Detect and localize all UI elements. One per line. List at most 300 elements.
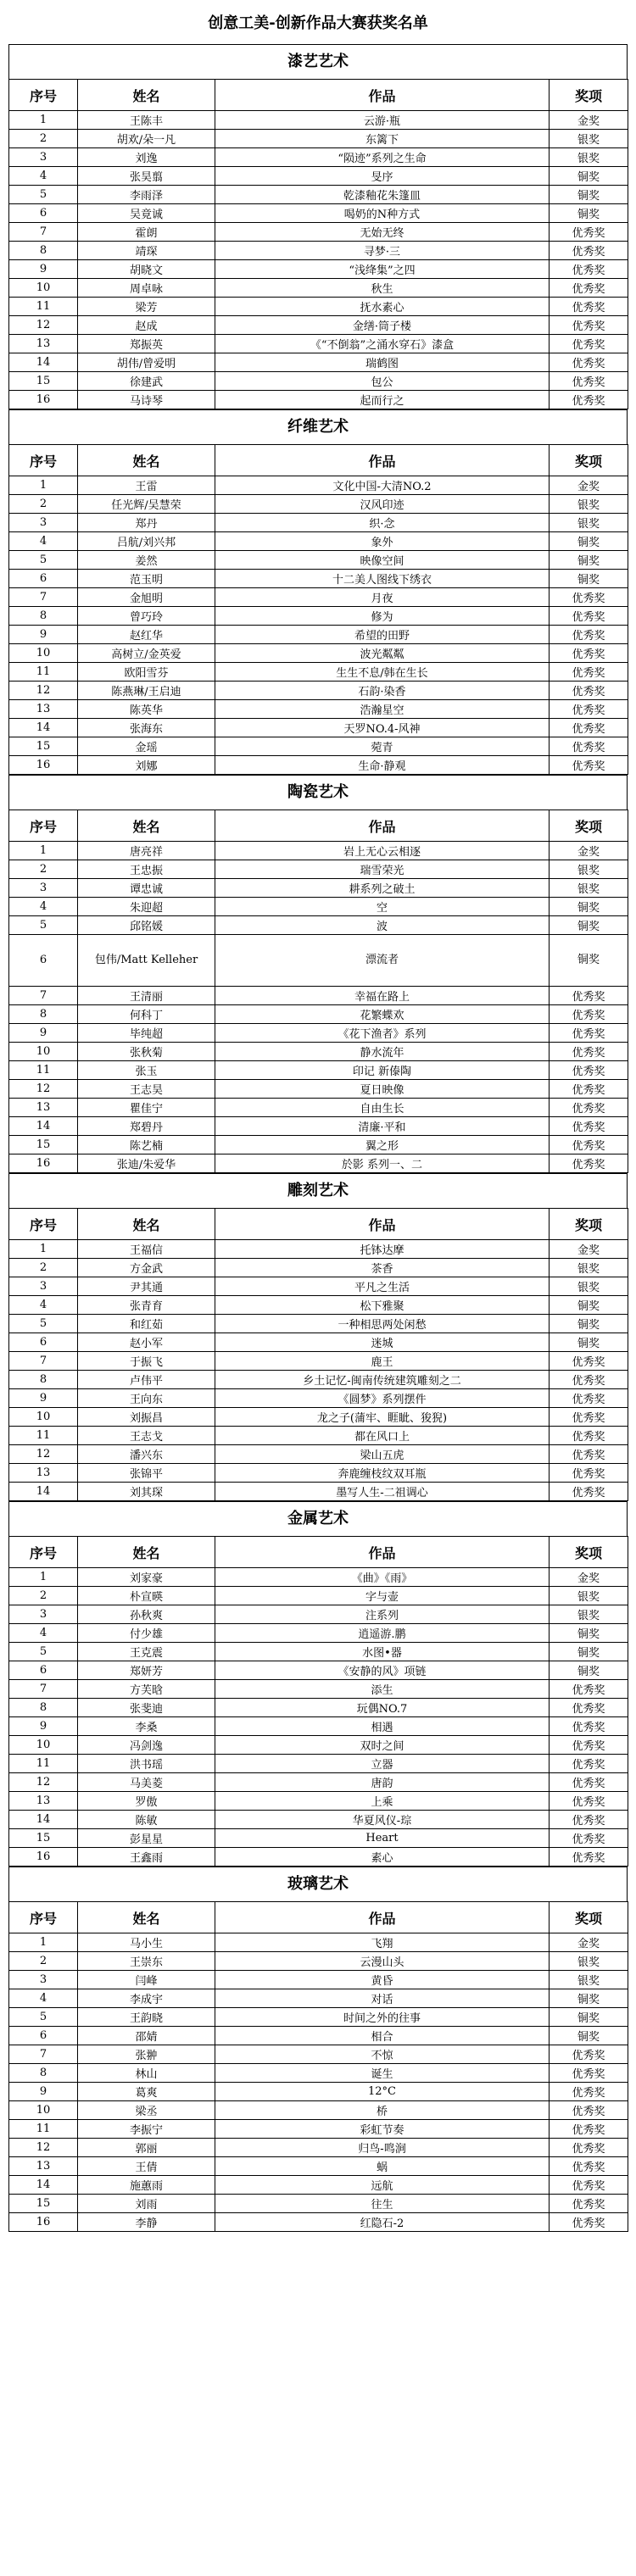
work-title: 飞翔: [215, 1933, 550, 1952]
row-number: 16: [9, 1848, 78, 1867]
winner-name: 郑妍芳: [78, 1661, 215, 1680]
prize-level: 优秀奖: [550, 1427, 628, 1445]
row-number: 8: [9, 242, 78, 260]
prize-level: 优秀奖: [550, 607, 628, 626]
table-row: [9, 1371, 628, 1389]
work-title: 无始无终: [215, 223, 550, 242]
work-title: 映像空间: [215, 551, 550, 570]
winner-name: 张玉: [78, 1061, 215, 1080]
winner-name: 吕航/刘兴邦: [78, 532, 215, 551]
winner-name: 卢伟平: [78, 1371, 215, 1389]
row-number: 5: [9, 1643, 78, 1661]
work-title: 玩偶NO.7: [215, 1699, 550, 1717]
award-section: [8, 1173, 628, 1501]
table-header-row: [9, 445, 628, 476]
row-number: 9: [9, 626, 78, 644]
table-row: [9, 2045, 628, 2064]
work-title: 蜗: [215, 2157, 550, 2176]
prize-level: 优秀奖: [550, 1154, 628, 1173]
prize-level: 优秀奖: [550, 1389, 628, 1408]
prize-level: 优秀奖: [550, 1680, 628, 1699]
work-title: 生命·静观: [215, 756, 550, 775]
header-name: 姓名: [78, 1537, 215, 1568]
winner-name: 孙秋爽: [78, 1605, 215, 1624]
winner-name: 朴宣暎: [78, 1587, 215, 1605]
work-title: 於影 系列一、二: [215, 1154, 550, 1173]
table-row: [9, 570, 628, 588]
table-row: [9, 1736, 628, 1755]
row-number: 10: [9, 279, 78, 298]
row-number: 6: [9, 570, 78, 588]
table-row: [9, 1680, 628, 1699]
work-title: 鹿王: [215, 1352, 550, 1371]
table-row: [9, 842, 628, 860]
winner-name: 付少雄: [78, 1624, 215, 1643]
prize-level: 优秀奖: [550, 1792, 628, 1811]
prize-level: 优秀奖: [550, 1099, 628, 1117]
winner-name: 毕纯超: [78, 1024, 215, 1043]
work-title: 喝奶的N种方式: [215, 204, 550, 223]
table-row: [9, 1952, 628, 1971]
work-title: 象外: [215, 532, 550, 551]
table-row: [9, 644, 628, 663]
header-prize: 奖项: [550, 1209, 628, 1240]
winner-name: 瞿佳宁: [78, 1099, 215, 1117]
table-row: [9, 898, 628, 916]
prize-level: 优秀奖: [550, 1024, 628, 1043]
header-name: 姓名: [78, 1902, 215, 1933]
work-title: 菀青: [215, 737, 550, 756]
work-title: 清廉·平和: [215, 1117, 550, 1136]
work-title: 茶香: [215, 1259, 550, 1277]
header-work: 作品: [215, 810, 550, 842]
prize-level: 铜奖: [550, 570, 628, 588]
header-prize: 奖项: [550, 1537, 628, 1568]
winner-name: 陈燕琳/王启迪: [78, 682, 215, 700]
table-row: [9, 1811, 628, 1829]
section-title: 漆艺艺术: [8, 45, 628, 79]
winner-name: 胡伟/曾爱明: [78, 353, 215, 372]
awards-table: [8, 1901, 628, 2232]
winner-name: 欧阳雪芬: [78, 663, 215, 682]
prize-level: 银奖: [550, 1587, 628, 1605]
work-title: 《圆梦》系列摆件: [215, 1389, 550, 1408]
winner-name: 马美菱: [78, 1773, 215, 1792]
row-number: 11: [9, 1755, 78, 1773]
row-number: 3: [9, 1277, 78, 1296]
work-title: 素心: [215, 1848, 550, 1867]
work-title: 修为: [215, 607, 550, 626]
prize-level: 铜奖: [550, 551, 628, 570]
prize-level: 金奖: [550, 476, 628, 495]
work-title: 瑞鹤图: [215, 353, 550, 372]
row-number: 4: [9, 167, 78, 186]
table-row: [9, 1643, 628, 1661]
work-title: 夏日映像: [215, 1080, 550, 1099]
table-row: [9, 682, 628, 700]
row-number: 15: [9, 1136, 78, 1154]
table-row: [9, 1848, 628, 1867]
prize-level: 铜奖: [550, 1624, 628, 1643]
row-number: 12: [9, 1080, 78, 1099]
prize-level: 银奖: [550, 1259, 628, 1277]
row-number: 2: [9, 495, 78, 514]
prize-level: 优秀奖: [550, 1117, 628, 1136]
header-prize: 奖项: [550, 80, 628, 111]
table-row: [9, 372, 628, 391]
winner-name: 张锦平: [78, 1464, 215, 1483]
table-row: [9, 1661, 628, 1680]
row-number: 7: [9, 223, 78, 242]
winner-name: 郑丹: [78, 514, 215, 532]
winner-name: 梁丞: [78, 2101, 215, 2120]
work-title: 不惊: [215, 2045, 550, 2064]
table-row: [9, 1755, 628, 1773]
row-number: 9: [9, 260, 78, 279]
winner-name: 李桑: [78, 1717, 215, 1736]
row-number: 9: [9, 1024, 78, 1043]
winner-name: 张海东: [78, 719, 215, 737]
prize-level: 优秀奖: [550, 242, 628, 260]
winner-name: 王忠振: [78, 860, 215, 879]
winner-name: 邵婧: [78, 2027, 215, 2045]
table-row: [9, 1136, 628, 1154]
prize-level: 铜奖: [550, 204, 628, 223]
prize-level: 铜奖: [550, 2027, 628, 2045]
row-number: 3: [9, 1971, 78, 1989]
header-name: 姓名: [78, 1209, 215, 1240]
prize-level: 优秀奖: [550, 682, 628, 700]
table-row: [9, 737, 628, 756]
row-number: 9: [9, 1389, 78, 1408]
prize-level: 优秀奖: [550, 279, 628, 298]
row-number: 5: [9, 186, 78, 204]
table-row: [9, 1408, 628, 1427]
winner-name: 施蕙雨: [78, 2176, 215, 2195]
prize-level: 铜奖: [550, 167, 628, 186]
winner-name: 周卓咏: [78, 279, 215, 298]
prize-level: 银奖: [550, 879, 628, 898]
prize-level: 金奖: [550, 1240, 628, 1259]
row-number: 14: [9, 353, 78, 372]
prize-level: 优秀奖: [550, 1464, 628, 1483]
work-title: 梁山五虎: [215, 1445, 550, 1464]
table-row: [9, 1315, 628, 1333]
table-row: [9, 1277, 628, 1296]
winner-name: 王陈丰: [78, 111, 215, 130]
work-title: 乡土记忆-闽南传统建筑雕刻之二: [215, 1371, 550, 1389]
winner-name: 赵小军: [78, 1333, 215, 1352]
work-title: 东篱下: [215, 130, 550, 148]
row-number: 11: [9, 1427, 78, 1445]
table-row: [9, 514, 628, 532]
table-row: [9, 1005, 628, 1024]
work-title: 龙之子(蒲牢、睚眦、狻猊): [215, 1408, 550, 1427]
row-number: 7: [9, 1352, 78, 1371]
header-work: 作品: [215, 445, 550, 476]
winner-name: 姜然: [78, 551, 215, 570]
winner-name: 王志戈: [78, 1427, 215, 1445]
row-number: 5: [9, 1315, 78, 1333]
prize-level: 优秀奖: [550, 223, 628, 242]
row-number: 11: [9, 298, 78, 316]
table-row: [9, 2027, 628, 2045]
prize-level: 优秀奖: [550, 2101, 628, 2120]
table-header-row: [9, 810, 628, 842]
work-title: 《曲》《雨》: [215, 1568, 550, 1587]
winner-name: 陈艺楠: [78, 1136, 215, 1154]
work-title: 相合: [215, 2027, 550, 2045]
header-work: 作品: [215, 1209, 550, 1240]
winner-name: 王向东: [78, 1389, 215, 1408]
row-number: 6: [9, 1661, 78, 1680]
work-title: 生生不息/韩在生长: [215, 663, 550, 682]
table-row: [9, 1352, 628, 1371]
table-row: [9, 298, 628, 316]
section-title: 纤维艺术: [8, 410, 628, 444]
prize-level: 优秀奖: [550, 626, 628, 644]
work-title: 《花下渔者》系列: [215, 1024, 550, 1043]
work-title: 12°C: [215, 2083, 550, 2101]
award-section: [8, 1867, 628, 2232]
work-title: 远航: [215, 2176, 550, 2195]
work-title: 翼之形: [215, 1136, 550, 1154]
section-title: 玻璃艺术: [8, 1867, 628, 1901]
row-number: 1: [9, 1568, 78, 1587]
header-prize: 奖项: [550, 1902, 628, 1933]
table-row: [9, 626, 628, 644]
row-number: 7: [9, 588, 78, 607]
row-number: 10: [9, 1408, 78, 1427]
row-number: 16: [9, 1154, 78, 1173]
row-number: 16: [9, 391, 78, 409]
row-number: 2: [9, 130, 78, 148]
work-title: 寻梦·三: [215, 242, 550, 260]
table-row: [9, 2008, 628, 2027]
row-number: 4: [9, 1624, 78, 1643]
award-section: [8, 44, 628, 409]
table-row: [9, 1464, 628, 1483]
awards-table: [8, 1208, 628, 1501]
prize-level: 优秀奖: [550, 1811, 628, 1829]
prize-level: 铜奖: [550, 1333, 628, 1352]
prize-level: 银奖: [550, 860, 628, 879]
row-number: 16: [9, 2213, 78, 2232]
work-title: 《安静的风》项链: [215, 1661, 550, 1680]
row-number: 16: [9, 756, 78, 775]
row-number: 13: [9, 1792, 78, 1811]
winner-name: 张迪/朱爱华: [78, 1154, 215, 1173]
table-row: [9, 1773, 628, 1792]
table-row: [9, 1117, 628, 1136]
table-row: [9, 1259, 628, 1277]
winner-name: 唐亮祥: [78, 842, 215, 860]
prize-level: 铜奖: [550, 1989, 628, 2008]
prize-level: 铜奖: [550, 935, 628, 987]
winner-name: 张青育: [78, 1296, 215, 1315]
row-number: 6: [9, 204, 78, 223]
winner-name: 陈敏: [78, 1811, 215, 1829]
row-number: 13: [9, 700, 78, 719]
prize-level: 优秀奖: [550, 1061, 628, 1080]
row-number: 7: [9, 1680, 78, 1699]
header-number: 序号: [9, 1902, 78, 1933]
row-number: 1: [9, 476, 78, 495]
table-row: [9, 111, 628, 130]
work-title: 自由生长: [215, 1099, 550, 1117]
table-row: [9, 1154, 628, 1173]
prize-level: 优秀奖: [550, 737, 628, 756]
winner-name: 王韵晓: [78, 2008, 215, 2027]
prize-level: 银奖: [550, 130, 628, 148]
table-row: [9, 1043, 628, 1061]
row-number: 13: [9, 2157, 78, 2176]
row-number: 4: [9, 1296, 78, 1315]
row-number: 5: [9, 551, 78, 570]
row-number: 2: [9, 1259, 78, 1277]
work-title: 波: [215, 916, 550, 935]
winner-name: 马小生: [78, 1933, 215, 1952]
prize-level: 优秀奖: [550, 2157, 628, 2176]
table-row: [9, 316, 628, 335]
section-title: 陶瓷艺术: [8, 776, 628, 810]
prize-level: 优秀奖: [550, 260, 628, 279]
table-row: [9, 2176, 628, 2195]
winner-name: 洪书瑶: [78, 1755, 215, 1773]
winner-name: 方金武: [78, 1259, 215, 1277]
table-row: [9, 860, 628, 879]
prize-level: 优秀奖: [550, 1005, 628, 1024]
prize-level: 银奖: [550, 1952, 628, 1971]
awards-table: [8, 810, 628, 1173]
table-header-row: [9, 1209, 628, 1240]
prize-level: 优秀奖: [550, 644, 628, 663]
winner-name: 李静: [78, 2213, 215, 2232]
table-row: [9, 935, 628, 987]
table-row: [9, 130, 628, 148]
work-title: 红隐石-2: [215, 2213, 550, 2232]
table-row: [9, 1971, 628, 1989]
work-title: 十二美人图线下绣衣: [215, 570, 550, 588]
winner-name: 李成宇: [78, 1989, 215, 2008]
row-number: 2: [9, 1587, 78, 1605]
row-number: 8: [9, 1371, 78, 1389]
winner-name: 和红茹: [78, 1315, 215, 1333]
winner-name: 罗傲: [78, 1792, 215, 1811]
work-title: 月夜: [215, 588, 550, 607]
winner-name: 方芙晗: [78, 1680, 215, 1699]
winner-name: 王克震: [78, 1643, 215, 1661]
work-title: 字与壶: [215, 1587, 550, 1605]
table-row: [9, 186, 628, 204]
header-number: 序号: [9, 445, 78, 476]
work-title: “浅绛集”之四: [215, 260, 550, 279]
work-title: 相遇: [215, 1717, 550, 1736]
row-number: 10: [9, 1043, 78, 1061]
table-row: [9, 476, 628, 495]
winner-name: 吴竟诚: [78, 204, 215, 223]
winner-name: 谭忠诚: [78, 879, 215, 898]
work-title: 唐韵: [215, 1773, 550, 1792]
row-number: 13: [9, 335, 78, 353]
winner-name: 王倩: [78, 2157, 215, 2176]
table-row: [9, 2120, 628, 2139]
work-title: 奔鹿缠枝纹双耳瓶: [215, 1464, 550, 1483]
winner-name: 刘逸: [78, 148, 215, 167]
row-number: 2: [9, 1952, 78, 1971]
row-number: 9: [9, 2083, 78, 2101]
work-title: 对话: [215, 1989, 550, 2008]
work-title: 注系列: [215, 1605, 550, 1624]
row-number: 8: [9, 1005, 78, 1024]
prize-level: 铜奖: [550, 1315, 628, 1333]
prize-level: 优秀奖: [550, 1445, 628, 1464]
prize-level: 银奖: [550, 495, 628, 514]
work-title: 归鸟-鸣涧: [215, 2139, 550, 2157]
winner-name: 李振宁: [78, 2120, 215, 2139]
header-work: 作品: [215, 1537, 550, 1568]
table-row: [9, 1333, 628, 1352]
row-number: 8: [9, 1699, 78, 1717]
award-section: [8, 409, 628, 775]
row-number: 14: [9, 719, 78, 737]
row-number: 14: [9, 1811, 78, 1829]
sections-container: [8, 44, 628, 2232]
row-number: 6: [9, 1333, 78, 1352]
work-title: 石韵·染香: [215, 682, 550, 700]
prize-level: 优秀奖: [550, 298, 628, 316]
prize-level: 银奖: [550, 148, 628, 167]
prize-level: 优秀奖: [550, 2083, 628, 2101]
table-row: [9, 1933, 628, 1952]
row-number: 14: [9, 1483, 78, 1501]
row-number: 7: [9, 987, 78, 1005]
winner-name: 何科丁: [78, 1005, 215, 1024]
work-title: 浩瀚星空: [215, 700, 550, 719]
row-number: 1: [9, 1240, 78, 1259]
work-title: 往生: [215, 2195, 550, 2213]
winner-name: 张斐迪: [78, 1699, 215, 1717]
prize-level: 优秀奖: [550, 987, 628, 1005]
header-number: 序号: [9, 80, 78, 111]
work-title: 添生: [215, 1680, 550, 1699]
work-title: 桥: [215, 2101, 550, 2120]
table-row: [9, 1024, 628, 1043]
work-title: 立器: [215, 1755, 550, 1773]
prize-level: 优秀奖: [550, 2195, 628, 2213]
prize-level: 优秀奖: [550, 1829, 628, 1848]
row-number: 5: [9, 916, 78, 935]
table-row: [9, 1605, 628, 1624]
table-row: [9, 1389, 628, 1408]
winner-name: 闫峰: [78, 1971, 215, 1989]
work-title: 迷城: [215, 1333, 550, 1352]
section-title: 雕刻艺术: [8, 1174, 628, 1208]
winner-name: 马诗琴: [78, 391, 215, 409]
table-row: [9, 2139, 628, 2157]
table-row: [9, 532, 628, 551]
work-title: 《“不倒翁”之涌水穿石》漆盒: [215, 335, 550, 353]
work-title: 诞生: [215, 2064, 550, 2083]
winner-name: 王崇东: [78, 1952, 215, 1971]
work-title: 云游·瓶: [215, 111, 550, 130]
table-row: [9, 879, 628, 898]
table-row: [9, 1792, 628, 1811]
prize-level: 铜奖: [550, 916, 628, 935]
winner-name: 金旭明: [78, 588, 215, 607]
table-row: [9, 167, 628, 186]
awards-table: [8, 79, 628, 409]
